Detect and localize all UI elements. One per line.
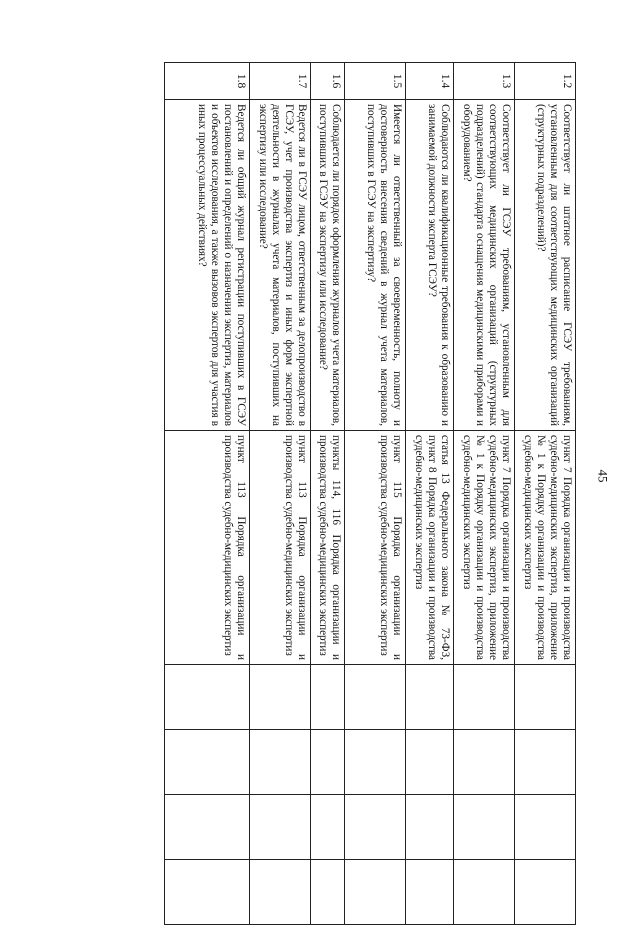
answer-no-cell [345,730,406,795]
row-number: 1.6 [311,63,345,100]
table-row [454,63,515,925]
table-row [165,63,250,925]
reference-cell: пункт 7 Порядка организации и производства судебно-медицинских экспертиз, приложение № 1 к Порядку организации и производства судебно-медицинских экспертиз [454,431,515,665]
note-cell [165,860,250,925]
question-cell: Соблюдаются ли квалификационные требования к образованию и занимаемой должности эксперта ГСЭУ? [406,100,454,431]
reference-cell: статья 13 Федерального закона № 73-ФЗ, пункт 8 Порядка организации и производства судебно-медицинских экспертиз [406,431,454,665]
answer-no-cell [165,730,250,795]
answer-no-cell [250,730,311,795]
answer-yes-cell [406,665,454,730]
question-cell: Соответствует ли ГСЭУ требованиям, установленным для соответствующих медицинских организаций (структурных подразделений) стандарта оснащения медицинскими приборами и оборудованием? [454,100,515,431]
question-cell: Соответствует ли штатное расписание ГСЭУ требованиям, установленным для соответствующих медицинских организаций (структурных подразделений)? [515,100,576,431]
not-applicable-cell [454,795,515,860]
table-row [515,63,576,925]
reference-cell: пункт 115 Порядка организации и производства судебно-медицинских экспертиз [345,431,406,665]
table-row [345,63,406,925]
reference-cell: пункт 7 Порядка организации и производства судебно-медицинских экспертиз, приложение № 1 к Порядку организации и производства судебно-медицинских экспертиз [515,431,576,665]
rotated-table-wrapper [56,62,576,882]
note-cell [406,860,454,925]
answer-yes-cell [311,665,345,730]
not-applicable-cell [311,795,345,860]
row-number: 1.3 [454,63,515,100]
answer-yes-cell [250,665,311,730]
reference-cell: пункт 113 Порядка организации и производства судебно-медицинских экспертиз [250,431,311,665]
row-number: 1.2 [515,63,576,100]
table-row [311,63,345,925]
not-applicable-cell [345,795,406,860]
question-cell: Ведется ли в ГСЭУ лицом, ответственным за делопроизводство в ГСЭУ, учет производства экспертиз и иных форм экспертной деятельности в журналах учета материалов, поступивших на экспертизу или исследование? [250,100,311,431]
note-cell [515,860,576,925]
answer-no-cell [311,730,345,795]
not-applicable-cell [515,795,576,860]
question-cell: Соблюдается ли порядок оформления журналов учета материалов, поступивших в ГСЭУ на экспертизу или исследование? [311,100,345,431]
not-applicable-cell [165,795,250,860]
note-cell [454,860,515,925]
row-number: 1.8 [165,63,250,100]
not-applicable-cell [406,795,454,860]
answer-no-cell [515,730,576,795]
not-applicable-cell [250,795,311,860]
answer-yes-cell [515,665,576,730]
row-number: 1.7 [250,63,311,100]
table-row [406,63,454,925]
row-number: 1.4 [406,63,454,100]
answer-yes-cell [165,665,250,730]
page-number: 45 [595,469,611,483]
note-cell [311,860,345,925]
reference-cell: пункты 114, 116 Порядка организации и производства судебно-медицинских экспертиз [311,431,345,665]
answer-yes-cell [454,665,515,730]
checklist-table [164,62,576,925]
question-cell: Ведется ли общий журнал регистрации поступивших в ГСЭУ постановлений и определений о назначении экспертиз, материалов и объектов исследования, а также вызовов экспертов для участия в иных процессуальных действиях? [165,100,250,431]
reference-cell: пункт 113 Порядка организации и производства судебно-медицинских экспертиз [165,431,250,665]
answer-no-cell [454,730,515,795]
answer-no-cell [406,730,454,795]
table-row [250,63,311,925]
row-number: 1.5 [345,63,406,100]
question-cell: Имеется ли ответственный за своевременность, полноту и достоверность внесения сведений в журнал учета материалов, поступивших в ГСЭУ на экспертизу? [345,100,406,431]
note-cell [345,860,406,925]
note-cell [250,860,311,925]
answer-yes-cell [345,665,406,730]
